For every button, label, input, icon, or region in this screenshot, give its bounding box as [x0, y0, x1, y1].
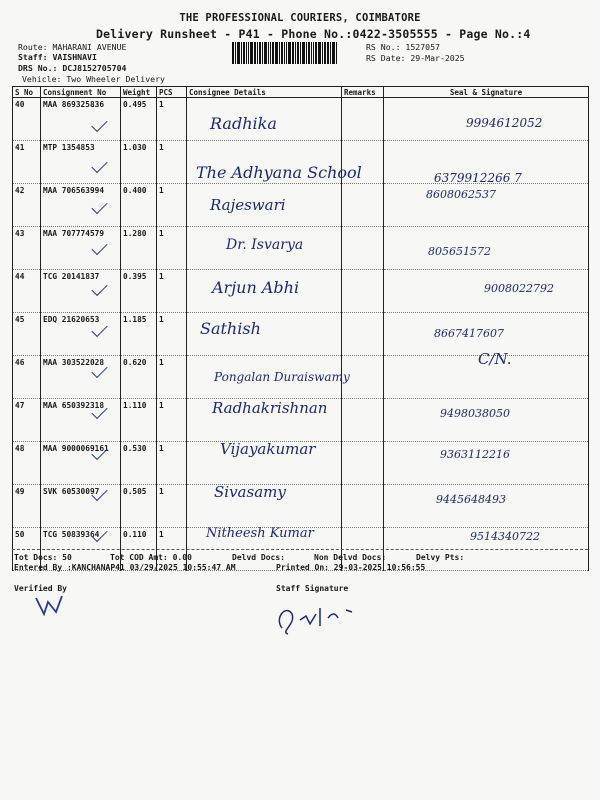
col-sno: S No: [13, 87, 41, 98]
route-label: Route: MAHARANI AVENUE: [18, 42, 127, 52]
col-consignee: Consignee Details: [187, 87, 342, 98]
row-consignment-no: TCG 20141837: [41, 270, 121, 313]
col-seal: Seal & Signature: [384, 87, 589, 98]
row-pcs: 1: [157, 356, 187, 399]
row-pcs: 1: [157, 141, 187, 184]
row-sno: 49: [13, 485, 41, 528]
consignee-handwritten-name: The Adhyana School: [196, 163, 362, 182]
col-weight: Weight: [121, 87, 157, 98]
staff-signature-mark: [272, 598, 368, 638]
seal-handwritten-number: 8667417607: [434, 327, 504, 340]
entered-by: Entered By :KANCHANAP41 03/29/2025 10:55:47 AM: [14, 563, 236, 572]
row-sno: 50: [13, 528, 41, 571]
row-pcs: 1: [157, 98, 187, 141]
row-weight: 0.620: [121, 356, 157, 399]
row-remarks: [342, 442, 384, 485]
row-sno: 42: [13, 184, 41, 227]
consignee-handwritten-name: Pongalan Duraiswamy: [214, 370, 350, 384]
row-remarks: [342, 485, 384, 528]
consignee-handwritten-name: Dr. Isvarya: [226, 237, 304, 253]
staff-label: Staff: VAISHNAVI: [18, 52, 97, 62]
row-weight: 0.110: [121, 528, 157, 571]
company-title: THE PROFESSIONAL COURIERS, COIMBATORE: [179, 12, 421, 24]
row-weight: 1.110: [121, 399, 157, 442]
total-cod: Tot COD Amt: 0.00: [110, 553, 192, 562]
row-sno: 45: [13, 313, 41, 356]
row-seal: [384, 485, 589, 528]
seal-handwritten-number: 9994612052: [466, 116, 543, 130]
row-sno: 40: [13, 98, 41, 141]
vehicle-label: Vehicle: Two Wheeler Delivery: [22, 74, 165, 84]
row-pcs: 1: [157, 270, 187, 313]
row-pcs: 1: [157, 184, 187, 227]
row-consignment-no: MAA 707774579: [41, 227, 121, 270]
row-remarks: [342, 270, 384, 313]
row-remarks: [342, 399, 384, 442]
row-weight: 1.030: [121, 141, 157, 184]
row-sno: 47: [13, 399, 41, 442]
row-pcs: 1: [157, 442, 187, 485]
row-pcs: 1: [157, 313, 187, 356]
row-remarks: [342, 98, 384, 141]
seal-handwritten-number: 8608062537: [426, 188, 496, 201]
row-consignment-no: MTP 1354853: [41, 141, 121, 184]
row-weight: 0.400: [121, 184, 157, 227]
row-weight: 0.505: [121, 485, 157, 528]
row-pcs: 1: [157, 528, 187, 571]
consignee-handwritten-name: Vijayakumar: [220, 440, 316, 458]
consignee-handwritten-name: Sathish: [200, 319, 261, 338]
consignee-handwritten-name: Sivasamy: [214, 483, 286, 501]
row-weight: 1.280: [121, 227, 157, 270]
rs-number: RS No.: 1527057: [366, 42, 440, 52]
delivered-docs: Delvd Docs:: [232, 553, 285, 562]
row-sno: 41: [13, 141, 41, 184]
drs-label: DRS No.: DCJ8152705704: [18, 63, 127, 73]
consignee-handwritten-name: Radhika: [210, 114, 277, 133]
row-consignment-no: MAA 650392318: [41, 399, 121, 442]
delivery-points: Delvy Pts:: [416, 553, 465, 562]
verified-by-label: Verified By: [14, 584, 67, 593]
seal-handwritten-number: 9445648493: [436, 493, 506, 506]
row-sno: 44: [13, 270, 41, 313]
col-pcs: PCS: [157, 87, 187, 98]
non-delivered-docs: Non Delvd Docs:: [314, 553, 387, 562]
seal-handwritten-number: C/N.: [478, 350, 512, 368]
verified-signature-mark: [32, 592, 68, 620]
row-pcs: 1: [157, 399, 187, 442]
staff-signature-label: Staff Signature: [276, 584, 349, 593]
row-sno: 48: [13, 442, 41, 485]
consignee-handwritten-name: Radhakrishnan: [212, 399, 328, 417]
col-consignment: Consignment No: [41, 87, 121, 98]
printed-on: Printed On: 29-03-2025 10:56:55: [276, 563, 426, 572]
consignee-handwritten-name: Arjun Abhi: [212, 278, 300, 297]
row-weight: 0.530: [121, 442, 157, 485]
row-weight: 0.395: [121, 270, 157, 313]
row-pcs: 1: [157, 485, 187, 528]
seal-handwritten-number: 805651572: [428, 245, 491, 258]
seal-handwritten-number: 9008022792: [484, 282, 554, 295]
row-consignment-no: EDQ 21620653: [41, 313, 121, 356]
barcode: [232, 42, 356, 64]
seal-handwritten-number: 9363112216: [440, 448, 510, 461]
table-header-row: [13, 87, 589, 98]
seal-handwritten-number: 9498038050: [440, 407, 510, 420]
total-docs: Tot Docs: 50: [14, 553, 72, 562]
row-remarks: [342, 313, 384, 356]
row-sno: 43: [13, 227, 41, 270]
consignee-handwritten-name: Rajeswari: [210, 196, 286, 214]
row-consignment-no: MAA 9000069161: [41, 442, 121, 485]
row-consignment-no: MAA 706563994: [41, 184, 121, 227]
row-consignment-no: TCG 50839364: [41, 528, 121, 571]
rs-date: RS Date: 29-Mar-2025: [366, 53, 465, 63]
row-consignment-no: MAA 869325836: [41, 98, 121, 141]
row-seal: [384, 399, 589, 442]
row-consignment-no: SVK 60530097: [41, 485, 121, 528]
col-remarks: Remarks: [342, 87, 384, 98]
row-remarks: [342, 184, 384, 227]
row-pcs: 1: [157, 227, 187, 270]
row-weight: 0.495: [121, 98, 157, 141]
row-weight: 1.185: [121, 313, 157, 356]
row-consignment-no: MAA 303522028: [41, 356, 121, 399]
row-sno: 46: [13, 356, 41, 399]
seal-handwritten-number: 6379912266 7: [434, 171, 522, 185]
seal-handwritten-number: 9514340722: [470, 530, 540, 543]
consignee-handwritten-name: Nitheesh Kumar: [206, 526, 314, 541]
runsheet-title: Delivery Runsheet - P41 - Phone No.:0422-3505555 - Page No.:4: [96, 27, 531, 41]
row-remarks: [342, 227, 384, 270]
